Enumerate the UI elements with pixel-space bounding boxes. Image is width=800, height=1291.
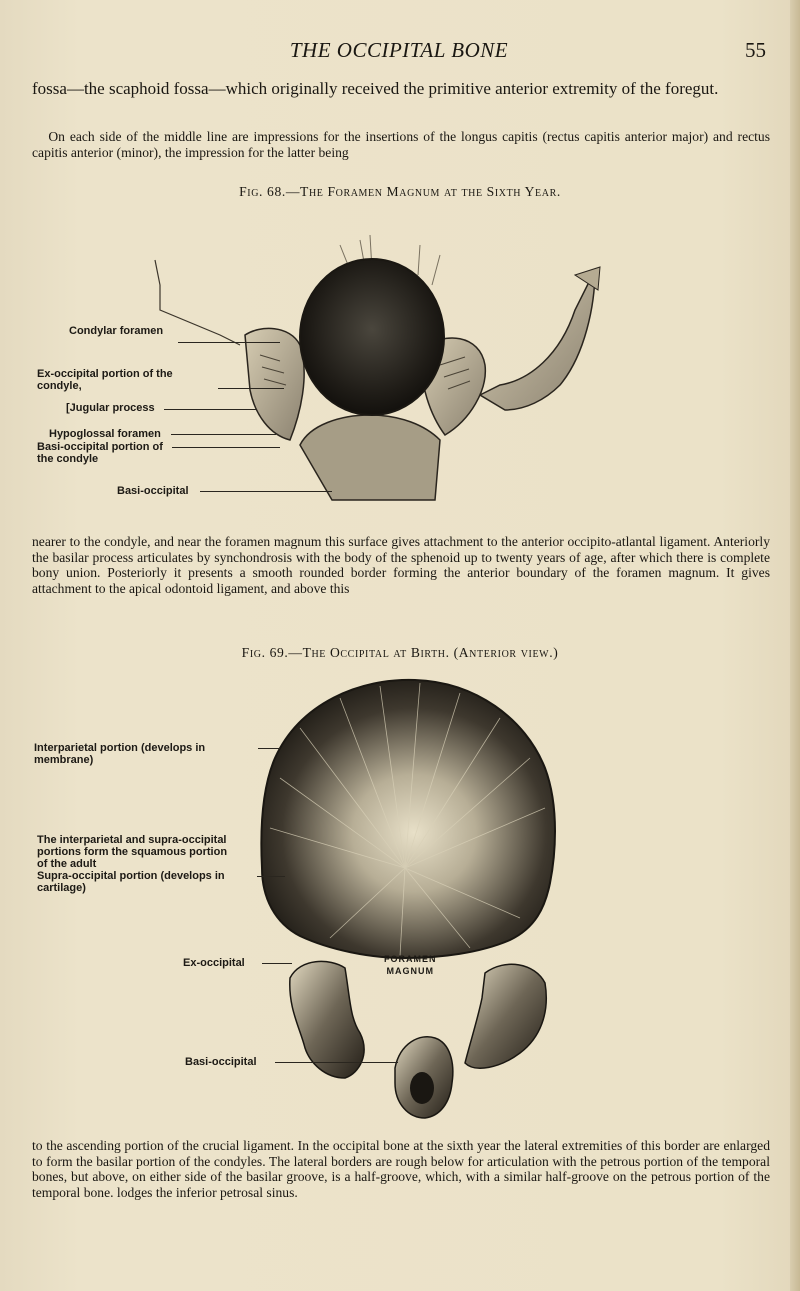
fig69-caption-text: Fig. 69.—The Occipital at Birth. (Anterior view.)	[241, 645, 559, 660]
label-interparietal: Interparietal portion (develops in membrane)	[34, 742, 206, 766]
leader-ex-occipital-69	[262, 963, 292, 964]
page-number: 55	[745, 38, 766, 62]
leader-jugular-process	[164, 409, 256, 410]
leader-hypoglossal	[171, 434, 276, 435]
middle-paragraph: nearer to the condyle, and near the foramen magnum this surface gives attachment to the anterior occipito-atlantal ligament. Anteriorly the basilar process articulates by synchondrosis with the body of the sphenoid up to twenty years of age, after which there is complete bony union. Posteriorly it presents a smooth rounded border forming the anterior boundary of the foramen magnum. It gives attachment to the apical odontoid ligament, and above this	[32, 534, 770, 596]
leader-interparietal	[258, 748, 280, 749]
left-condyle-shape	[245, 328, 304, 440]
fig68-caption	[0, 184, 800, 200]
closing-paragraph: to the ascending portion of the crucial ligament. In the occipital bone at the sixth year the lateral extremities of this border are enlarged to form the basilar portion of the condyles. The lateral borders are rough below for articulation with the petrous portion of the temporal bones, but above, on either side of the basilar groove, is a half-groove, which, with a similar half-groove on the petrous portion of the temporal bone. lodges the inferior petrosal sinus.	[32, 1138, 770, 1200]
fig69-illustration	[0, 668, 800, 1128]
label-condylar-foramen: Condylar foramen	[69, 325, 164, 337]
leader-basi-occipital-69	[275, 1062, 398, 1063]
running-header	[32, 38, 766, 64]
label-basi-occipital-68: Basi-occipital	[117, 485, 189, 497]
leader-condylar-foramen	[178, 342, 280, 343]
label-jugular-process: [Jugular process	[66, 402, 155, 414]
label-supra-occipital: Supra-occipital portion (develops in cartilage)	[37, 870, 225, 894]
label-interparietal-supra: The interparietal and supra-occipital portions form the squamous portion of the adult	[37, 834, 228, 870]
label-basi-occipital-69: Basi-occipital	[185, 1056, 257, 1068]
left-outline	[155, 260, 240, 345]
squamous-shape	[261, 680, 555, 958]
basi-occipital-shape	[300, 415, 440, 500]
label-foramen-magnum: FORAMEN MAGNUM	[384, 954, 437, 976]
fig68-caption-text: Fig. 68.—The Foramen Magnum at the Sixth Year.	[239, 184, 561, 199]
leader-basi-occipital-68	[200, 491, 332, 492]
running-title: THE OCCIPITAL BONE	[289, 38, 509, 62]
leader-ex-occipital	[218, 388, 284, 389]
fig69-caption	[0, 645, 800, 661]
right-ex-occipital-shape	[465, 964, 546, 1068]
label-ex-occipital-69: Ex-occipital	[183, 957, 245, 969]
foramen-magnum-opening	[300, 259, 444, 415]
right-wing	[480, 270, 595, 410]
impressions-paragraph: On each side of the middle line are impressions for the insertions of the longus capitis (rectus capitis anterior major) and rectus capitis anterior (minor), the impression for the latter being	[32, 129, 770, 160]
label-hypoglossal-foramen: Hypoglossal foramen	[49, 428, 161, 440]
intro-paragraph: fossa—the scaphoid fossa—which originally received the primitive anterior extremity of the foregut.	[32, 79, 719, 98]
leader-supra-occipital	[257, 876, 285, 877]
label-ex-occipital-condyle: Ex-occipital portion of the condyle,	[37, 368, 173, 392]
leader-basi-condyle	[172, 447, 280, 448]
left-ex-occipital-shape	[290, 961, 364, 1078]
basi-occipital-canal	[410, 1072, 434, 1104]
label-basi-occipital-condyle: Basi-occipital portion of the condyle	[37, 441, 163, 465]
